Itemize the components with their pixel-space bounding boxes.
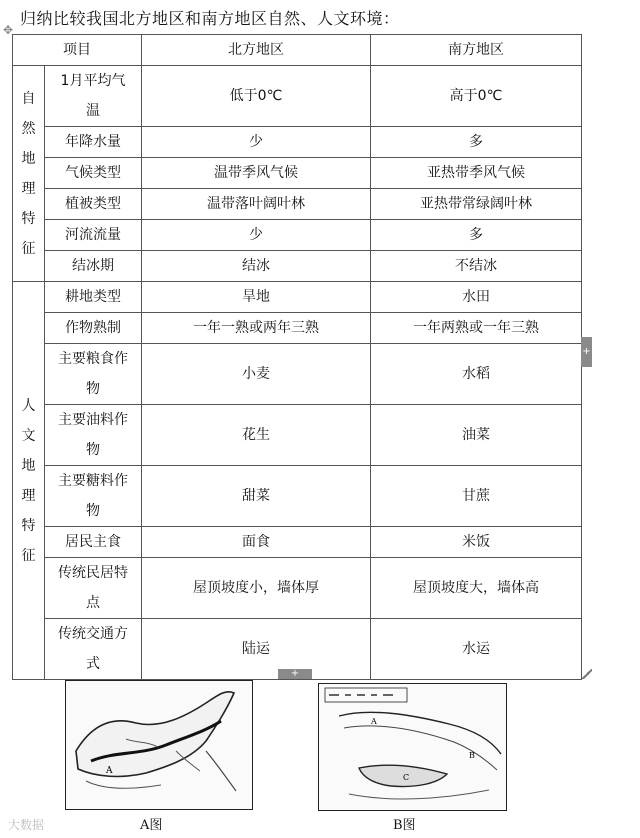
table-row [13,127,582,158]
category-human [13,282,45,680]
item-cell: 耕地类型 [45,282,142,313]
table-row [13,527,582,558]
map-a-label: A [106,766,113,776]
south-cell: 高于0℃ [371,66,582,127]
north-cell: 陆运 [142,619,371,680]
item-line: 主要糖料作 [58,473,128,489]
map-a-drawing [66,681,252,809]
item-line: 主要油料作 [58,412,128,428]
watermark-logo: 大数据 [8,818,45,832]
north-cell: 甜菜 [142,466,371,527]
item-line: 物 [86,381,100,397]
south-cell: 水运 [371,619,582,680]
contour-line-1 [339,712,501,754]
south-cell: 多 [371,127,582,158]
category-char: 自 [21,90,36,107]
table-resize-handle[interactable] [582,669,592,679]
category-char: 理 [21,180,36,197]
item-cell [45,66,142,127]
north-cell: 低于0℃ [142,66,371,127]
category-char: 征 [21,240,36,257]
table-row [13,405,582,466]
category-char: 理 [21,487,36,504]
category-char: 特 [21,210,36,227]
north-cell: 少 [142,220,371,251]
add-column-button[interactable]: + [581,337,592,367]
region-outline [76,692,234,777]
map-a-caption: A图 [140,818,163,833]
item-line: 物 [86,503,100,519]
header-item: 项目 [13,35,142,66]
south-cell: 不结冰 [371,251,582,282]
north-cell: 结冰 [142,251,371,282]
category-char: 人 [21,397,36,414]
table-move-handle-icon[interactable]: ✥ [3,23,14,37]
item-line: 主要粮食作 [58,351,128,367]
item-line: 传统交通方 [58,626,128,642]
south-cell: 水田 [371,282,582,313]
north-cell: 少 [142,127,371,158]
header-south: 南方地区 [371,35,582,66]
south-cell: 水稻 [371,344,582,405]
item-cell [45,466,142,527]
item-cell [45,558,142,619]
item-line: 物 [86,442,100,458]
table-row [13,189,582,220]
north-cell: 温带季风气候 [142,158,371,189]
page-heading: 归纳比较我国北方地区和南方地区自然、人文环境： [20,9,400,28]
table-row [13,66,582,127]
north-cell: 屋顶坡度小，墙体厚 [142,558,371,619]
item-cell: 气候类型 [45,158,142,189]
map-a [65,680,253,810]
north-cell: 一年一熟或两年三熟 [142,313,371,344]
map-b-label-a: A [371,717,377,726]
table-header-row [13,35,582,66]
category-char: 征 [21,547,36,564]
map-b-label-c: C [403,773,410,782]
item-cell: 年降水量 [45,127,142,158]
table-row [13,558,582,619]
category-char: 特 [21,517,36,534]
item-cell: 河流流量 [45,220,142,251]
item-cell [45,405,142,466]
item-cell: 植被类型 [45,189,142,220]
category-char: 地 [21,150,36,167]
north-cell: 小麦 [142,344,371,405]
item-line: 1月平均气 [60,73,126,89]
table-row [13,313,582,344]
table-row [13,158,582,189]
south-cell: 油菜 [371,405,582,466]
contour-line-3 [349,790,489,799]
map-b-caption: B图 [393,818,416,833]
item-line: 传统民居特 [58,565,128,581]
table-row [13,282,582,313]
map-b-label-b: B [469,751,475,760]
north-cell: 花生 [142,405,371,466]
comparison-table [12,34,582,680]
item-cell: 作物熟制 [45,313,142,344]
item-cell: 结冰期 [45,251,142,282]
item-cell [45,619,142,680]
south-cell: 一年两熟或一年三熟 [371,313,582,344]
north-cell: 旱地 [142,282,371,313]
south-cell: 甘蔗 [371,466,582,527]
table-row [13,251,582,282]
header-north: 北方地区 [142,35,371,66]
north-cell: 温带落叶阔叶林 [142,189,371,220]
category-natural [13,66,45,282]
north-cell: 面食 [142,527,371,558]
item-line: 温 [86,103,100,119]
item-cell: 居民主食 [45,527,142,558]
category-char: 然 [21,120,36,137]
item-line: 式 [86,656,100,672]
south-cell: 米饭 [371,527,582,558]
map-b-drawing [319,684,506,810]
coastline [206,751,236,791]
table-row [13,466,582,527]
add-row-button[interactable]: + [278,669,312,679]
table-row [13,220,582,251]
category-char: 文 [21,427,36,444]
item-cell [45,344,142,405]
south-cell: 多 [371,220,582,251]
south-cell: 亚热带季风气候 [371,158,582,189]
category-char: 地 [21,457,36,474]
south-cell: 屋顶坡度大，墙体高 [371,558,582,619]
table-row [13,344,582,405]
map-b [318,683,507,811]
south-cell: 亚热带常绿阔叶林 [371,189,582,220]
item-line: 点 [86,595,100,611]
